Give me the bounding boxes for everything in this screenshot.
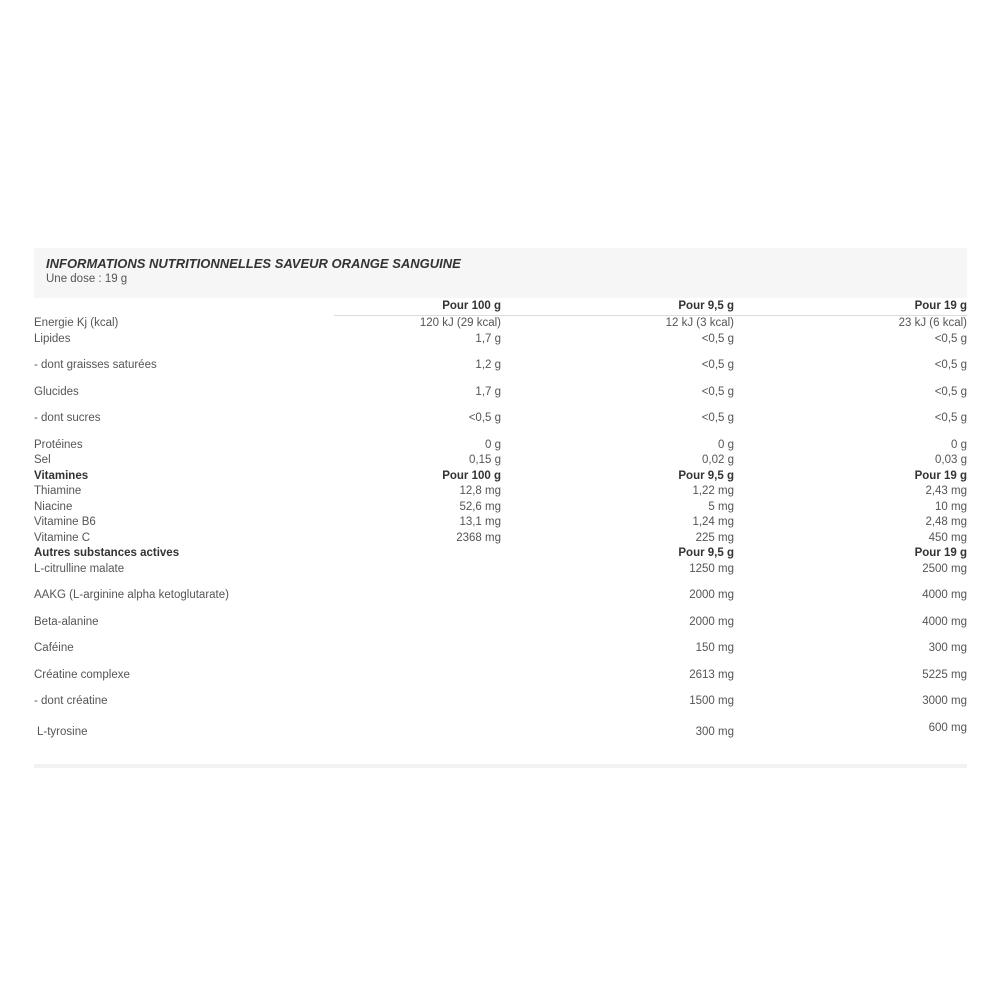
value-per-19g: 2,43 mg [925,485,967,497]
value-per-100g: 0 g [485,438,501,451]
value-per-100g [334,721,501,763]
value-per-19g: 450 mg [928,531,967,544]
value-per-100g: <0,5 g [468,412,501,424]
value-per-100g: 0,15 g [469,454,501,466]
value-per-19g: 0 g [951,438,967,451]
value-per-19g: 10 mg [935,500,967,513]
value-per-9-5g: Pour 9,5 g [678,547,734,559]
row-label: L-tyrosine [37,725,88,738]
row-label: Vitamine B6 [34,516,96,528]
table-row [34,438,967,454]
table-row [34,721,967,763]
value-per-9-5g: <0,5 g [701,359,734,371]
value-per-9-5g: <0,5 g [701,412,734,424]
value-per-9-5g: 5 mg [708,500,734,513]
row-label: Lipides [34,332,71,345]
value-per-9-5g: 0 g [718,438,734,451]
value-per-9-5g: 225 mg [695,531,734,544]
row-label: Protéines [34,438,83,451]
row-label: Energie Kj (kcal) [34,316,119,329]
value-per-9-5g: 300 mg [695,725,734,738]
table-row [34,411,967,438]
value-per-100g: 12,8 mg [459,485,501,497]
value-per-9-5g: 2000 mg [689,589,734,601]
table-row [34,588,967,615]
column-header-per-19g: Pour 19 g [734,298,967,316]
value-per-19g: 23 kJ (6 kcal) [898,317,967,329]
value-per-19g: <0,5 g [934,385,967,398]
value-per-100g [334,615,501,642]
panel-header [34,248,967,298]
value-per-19g: <0,5 g [934,332,967,345]
nutrition-table [34,298,967,763]
value-per-9-5g: 1,22 mg [692,485,734,497]
value-per-100g: 120 kJ (29 kcal) [419,317,501,329]
value-per-19g: 600 mg [928,721,967,734]
row-label: Thiamine [34,485,82,497]
value-per-9-5g: 1500 mg [689,695,734,707]
table-row [34,316,967,332]
table-row [34,531,967,547]
nutrition-panel [34,248,967,768]
value-per-19g: <0,5 g [934,412,967,424]
value-per-19g: 2500 mg [922,562,967,575]
value-per-19g: 300 mg [928,642,967,654]
value-per-19g: 4000 mg [922,615,967,628]
value-per-9-5g: 12 kJ (3 kcal) [665,317,734,329]
table-row [34,385,967,412]
row-label: Sel [34,454,51,466]
value-per-19g: 4000 mg [922,589,967,601]
column-header-label [34,298,334,316]
value-per-9-5g: 1250 mg [689,562,734,575]
value-per-19g: 0,03 g [935,454,967,466]
row-label: L-citrulline malate [34,562,125,575]
column-header-per-100g: Pour 100 g [334,298,501,316]
value-per-9-5g: <0,5 g [701,385,734,398]
row-label: Niacine [34,500,73,513]
row-label: - dont créatine [34,695,108,707]
section-label-vitamines: Vitamines [34,469,89,482]
section-header-row [34,546,967,562]
table-row [34,562,967,589]
serving-size: Une dose : 19 g [46,273,128,285]
row-label: Caféine [34,642,74,654]
table-row [34,484,967,500]
table-row [34,615,967,642]
row-label: - dont sucres [34,412,101,424]
value-per-19g: Pour 19 g [914,547,967,559]
table-row [34,694,967,721]
value-per-19g: 5225 mg [922,668,967,681]
value-per-9-5g: Pour 9,5 g [678,469,734,482]
value-per-19g: <0,5 g [934,359,967,371]
value-per-100g [334,546,501,562]
value-per-9-5g: 1,24 mg [692,516,734,528]
row-label: Glucides [34,385,79,398]
panel-title: INFORMATIONS NUTRITIONNELLES SAVEUR ORANGE SANGUINE [46,256,461,271]
value-per-100g [334,694,501,721]
value-per-9-5g: 2613 mg [689,668,734,681]
table-row [34,641,967,668]
value-per-100g [334,668,501,695]
value-per-19g: Pour 19 g [914,469,967,482]
table-row [34,332,967,359]
row-label: AAKG (L-arginine alpha ketoglutarate) [34,589,229,601]
row-label: Créatine complexe [34,668,130,681]
value-per-100g: 1,2 g [475,359,501,371]
table-header-row [34,298,967,316]
value-per-100g: 13,1 mg [459,516,501,528]
value-per-9-5g: 2000 mg [689,615,734,628]
value-per-100g: 2368 mg [456,531,501,544]
panel-footer [34,764,967,768]
value-per-100g: 52,6 mg [459,500,501,513]
value-per-100g [334,641,501,668]
value-per-9-5g: <0,5 g [701,332,734,345]
section-label-autres-substances: Autres substances actives [34,547,180,559]
value-per-9-5g: 0,02 g [702,454,734,466]
value-per-9-5g: 150 mg [695,642,734,654]
value-per-100g: 1,7 g [475,332,501,345]
table-row [34,500,967,516]
value-per-100g [334,562,501,589]
section-header-row [34,469,967,485]
table-row [34,668,967,695]
value-per-100g: Pour 100 g [442,469,501,482]
row-label: - dont graisses saturées [34,359,157,371]
value-per-19g: 3000 mg [922,695,967,707]
row-label: Beta-alanine [34,615,99,628]
table-row [34,453,967,469]
value-per-100g: 1,7 g [475,385,501,398]
value-per-100g [334,588,501,615]
row-label: Vitamine C [34,531,91,544]
column-header-per-9-5g: Pour 9,5 g [501,298,734,316]
value-per-19g: 2,48 mg [925,516,967,528]
table-row [34,515,967,531]
table-row [34,358,967,385]
